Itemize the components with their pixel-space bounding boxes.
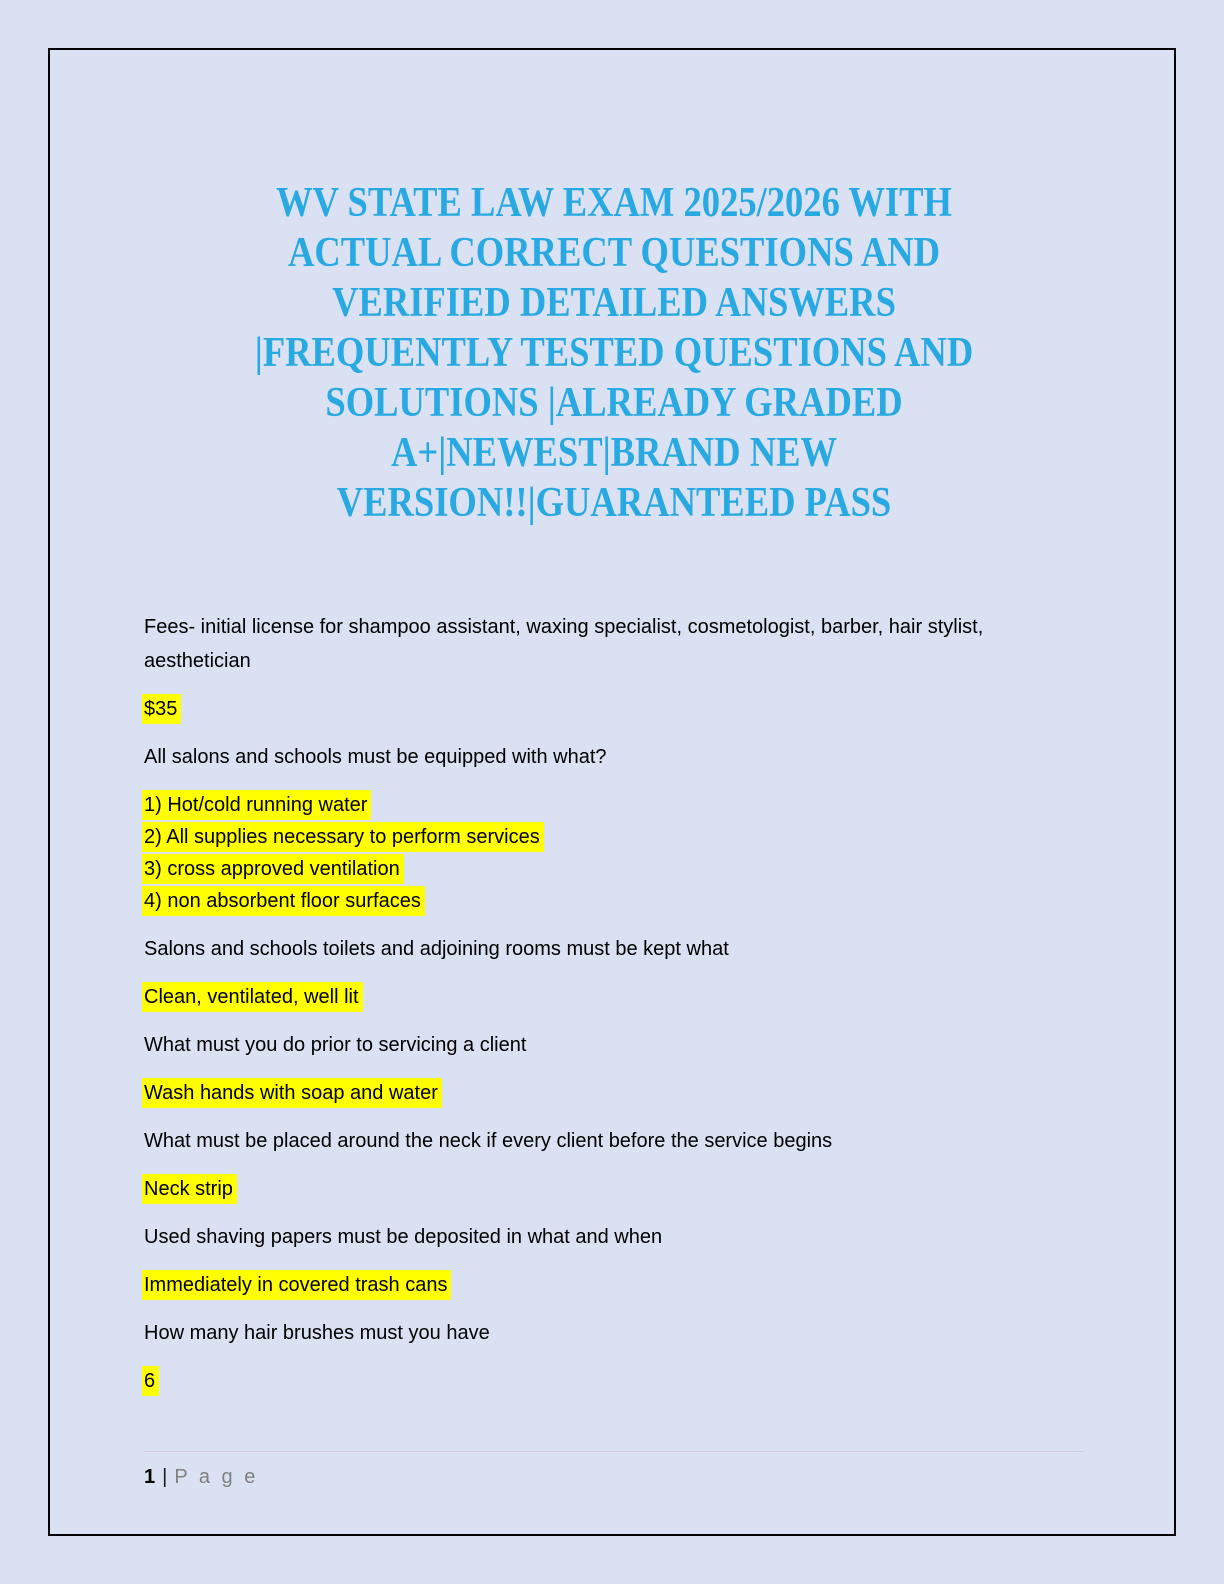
question-text: Fees- initial license for shampoo assistant, waxing specialist, cosmetologist, barber, hair stylist, aesthetician: [144, 616, 984, 672]
title-line: SOLUTIONS |ALREADY GRADED: [325, 380, 903, 426]
answer-highlight: 1) Hot/cold running water: [142, 790, 371, 820]
page-content: [50, 50, 1174, 1396]
answer-highlight: 4) non absorbent floor surfaces: [142, 886, 425, 916]
question-text: What must be placed around the neck if every client before the service begins: [144, 1130, 833, 1152]
page-number: 1: [144, 1466, 156, 1488]
answer-block: [144, 1366, 1084, 1396]
title-line: A+|NEWEST|BRAND NEW: [390, 430, 838, 476]
answer-block: [144, 790, 1084, 916]
page-border: [48, 48, 1176, 1536]
title-line: |FREQUENTLY TESTED QUESTIONS AND: [254, 330, 974, 376]
title-line: WV STATE LAW EXAM 2025/2026 WITH: [276, 180, 952, 226]
answer-highlight: Neck strip: [142, 1174, 237, 1204]
answer-block: [144, 694, 1084, 724]
answer-block: [144, 1174, 1084, 1204]
document-title: [144, 178, 1084, 528]
qa-list: [144, 610, 1084, 1396]
footer-label: P a g e: [174, 1466, 259, 1488]
answer-block: [144, 1270, 1084, 1300]
answer-highlight: 3) cross approved ventilation: [142, 854, 404, 884]
page-footer: [144, 1451, 1084, 1490]
title-line: VERIFIED DETAILED ANSWERS: [332, 280, 896, 326]
question-text: What must you do prior to servicing a client: [144, 1034, 527, 1056]
answer-highlight: $35: [142, 694, 181, 724]
question-text: All salons and schools must be equipped with what?: [144, 746, 607, 768]
title-line: VERSION!!|GUARANTEED PASS: [336, 480, 892, 526]
question-text: Salons and schools toilets and adjoining rooms must be kept what: [144, 938, 729, 960]
answer-block: [144, 982, 1084, 1012]
answer-highlight: Clean, ventilated, well lit: [142, 982, 363, 1012]
answer-highlight: Wash hands with soap and water: [142, 1078, 442, 1108]
title-line: ACTUAL CORRECT QUESTIONS AND: [287, 230, 941, 276]
question-text: How many hair brushes must you have: [144, 1322, 490, 1344]
answer-highlight: 2) All supplies necessary to perform services: [142, 822, 544, 852]
question-text: Used shaving papers must be deposited in what and when: [144, 1226, 663, 1248]
footer-separator: |: [162, 1466, 168, 1488]
answer-highlight: 6: [142, 1366, 159, 1396]
answer-block: [144, 1078, 1084, 1108]
answer-highlight: Immediately in covered trash cans: [142, 1270, 451, 1300]
